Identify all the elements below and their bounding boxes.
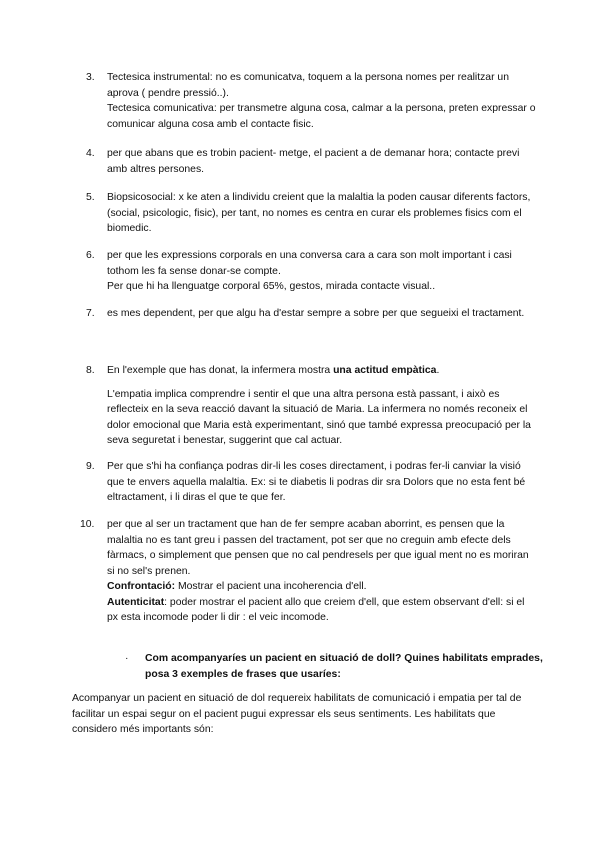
item-5 bbox=[86, 190, 536, 237]
item-number: 9. bbox=[86, 461, 95, 472]
item-text: Biopsicosocial: x ke aten a lindividu creient que la malaltia la poden causar diferents factors, (social, psicologic, fisic), per tant, no nomes es centra en curar els problemes fisics com el biomedic. bbox=[107, 192, 531, 234]
item-text: per que al ser un tractament que han de fer sempre acaban aborrint, es pensen que la malaltia no es tant greu i passen del tractament, pot ser que no creguin amb efecte dels fàrmacs, o simplement que pensen que no cal pendresels per que igual ment no es moriran si no sel's prenen. bbox=[107, 519, 529, 577]
empathy-highlight: una actitud empàtica bbox=[333, 365, 437, 376]
item-number: 6. bbox=[86, 250, 95, 261]
item-text: Tectesica instrumental: no es comunicatva, toquem a la persona nomes per realitzar un aprova ( pendre pressió..). bbox=[107, 72, 509, 99]
item-3 bbox=[86, 70, 536, 132]
item-9 bbox=[86, 459, 536, 506]
item-7 bbox=[86, 306, 536, 322]
item-text: per que abans que es trobin pacient- metge, el pacient a de demanar hora; contacte previ amb altres persones. bbox=[107, 148, 520, 175]
item-number: 7. bbox=[86, 308, 95, 319]
item-number: 4. bbox=[86, 148, 95, 159]
item-number: 3. bbox=[86, 72, 95, 83]
item-text: Per que s'hi ha confiança podras dir-li les coses directament, i podras fer-li canviar la visió que te envers aquella malaltia. Ex: si te diabetis li podras dir sra Dolors que no esta fent bé eltractament, i li diras el que te que fer. bbox=[107, 461, 526, 503]
item-number: 5. bbox=[86, 192, 95, 203]
answer-paragraph: Acompanyar un pacient en situació de dol requereix habilitats de comunicació i empatia per tal de facilitar un espai segur on el pacient pugui expressar els seus sentiments. Les habilitats que considero més importants són: bbox=[72, 693, 522, 735]
item-paragraph: L'empatia implica comprendre i sentir el que una altra persona està passant, i això es reflecteix en la seva reacció davant la situació de Maria. La infermera no només reconeix el dolor emocional que Maria està experimentant, sinó que també expressa preocupació per la seva seguretat i benestar, suggerint que cal actuar. bbox=[107, 388, 531, 446]
item-number: 10. bbox=[80, 519, 95, 530]
item-10 bbox=[80, 517, 536, 626]
item-8 bbox=[86, 363, 536, 449]
item-text: per que les expressions corporals en una conversa cara a cara son molt important i casi tothom les fa sense donar-se compte. bbox=[107, 250, 512, 277]
item-text: Per que hi ha llenguatge corporal 65%, gestos, mirada contacte visual.. bbox=[107, 281, 436, 292]
autenticitat-line: Autenticitat: poder mostrar el pacient allo que creiem d'ell, que estem observant d'ell: si el px esta incomode poder li dir : el veic incomode. bbox=[107, 596, 525, 623]
item-number: 8. bbox=[86, 365, 95, 376]
item-text: Tectesica comunicativa: per transmetre alguna cosa, calmar a la persona, preten expressar o comunicar alguna cosa amb el contacte fisic. bbox=[107, 103, 536, 130]
item-4 bbox=[86, 146, 536, 177]
item-6 bbox=[86, 248, 536, 295]
question-text: Com acompanyaríes un pacient en situació de doll? Quines habilitats emprades, posa 3 exemples de frases que usaríes: bbox=[145, 653, 543, 680]
bullet-marker: · bbox=[125, 653, 129, 664]
confrontacio-line: Confrontació: Mostrar el pacient una incoherencia d'ell. bbox=[107, 581, 367, 592]
item-text: es mes dependent, per que algu ha d'estar sempre a sobre per que segueixi el tractament. bbox=[107, 308, 525, 319]
question-bullet bbox=[125, 651, 545, 682]
item-intro: En l'exemple que has donat, la infermera mostra una actitud empàtica. bbox=[107, 365, 440, 376]
